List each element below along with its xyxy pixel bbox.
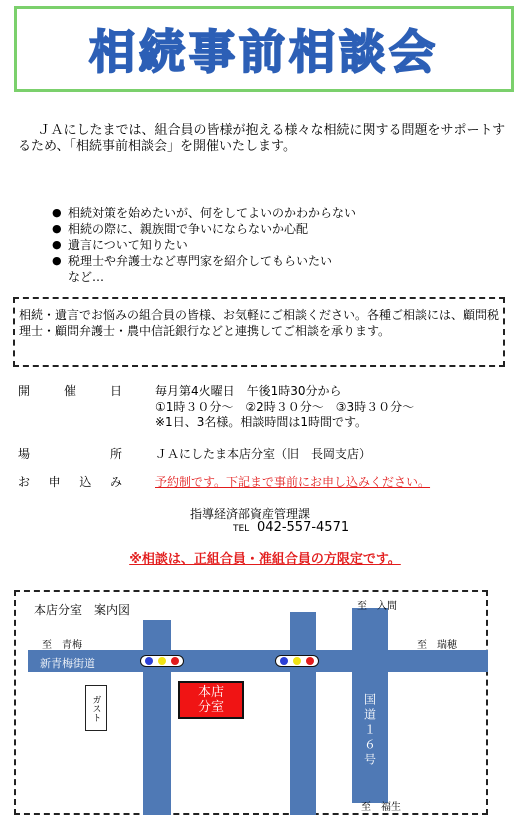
list-item: ● 遺言について知りたい [52,237,492,253]
signal-light [158,657,166,665]
list-item: ● 税理士や弁護士など専門家を紹介してもらいたい [52,253,492,269]
contact-tel [233,520,349,535]
date-slots: ①1時３０分～ ②2時３０分～ ③3時３０分～ [155,400,415,414]
eligibility-note: ※相談は、正組合員・准組合員の方限定です。 [129,552,401,567]
direction-ome: 至 青梅 [42,640,82,651]
signal-light [171,657,179,665]
road-vertical-left [143,620,171,815]
direction-iruma: 至 入間 [357,601,397,612]
tel-number: 042-557-4571 [257,520,350,535]
signal-light [145,657,153,665]
intro-paragraph: ＪＡにしたまでは、組合員の皆様が抱える様々な相続に関する問題をサポートするため、「相続事前相談会」を開催いたします。 [18,123,506,154]
date-label: 開 催 日 [18,384,122,398]
route16-label: 国道１６号 [362,692,377,768]
place-value: ＪＡにしたま本店分室（旧 長岡支店） [155,447,372,461]
date-note: ※1日、3名様。相談時間は1時間です。 [155,415,368,429]
road-vertical-middle [290,612,316,815]
concern-list [52,205,492,285]
street-label: 新青梅街道 [40,657,95,670]
landmark-gusto: ガスト [85,685,107,731]
signal-light [306,657,314,665]
direction-mizuho: 至 瑞穂 [417,640,457,651]
date-schedule: 毎月第4火曜日 午後1時30分から [155,384,342,398]
tel-label: TEL [233,524,250,534]
apply-label: お 申 込 み [18,475,122,489]
notice-box: 相続・遺言でお悩みの組合員の皆様、お気軽にご相談ください。各種ご相談には、顧問税理士・顧問弁護士・農中信託銀行などと連携してご相談を承ります。 [13,297,505,367]
apply-value: 予約制です。下記まで事前にお申し込みください。 [155,475,431,489]
branch-office-marker: 本店 分室 [178,681,244,719]
direction-fussa: 至 福生 [361,802,401,813]
road-shin-ome [28,650,488,672]
contact-dept: 指導経済部資産管理課 [190,507,311,521]
traffic-signal-icon [140,655,184,667]
list-item: ● 相続の際に、親族間で争いにならないか心配 [52,221,492,237]
signal-light [280,657,288,665]
map-title: 本店分室 案内図 [34,603,131,617]
traffic-signal-icon [275,655,319,667]
signal-light [293,657,301,665]
list-item-etc: など… [68,270,105,284]
list-item: ● 相続対策を始めたいが、何をしてよいのかわからない [52,205,492,221]
title-banner [14,6,514,92]
place-label: 場 所 [18,447,122,461]
page-title: 相続事前相談会 [89,25,439,79]
